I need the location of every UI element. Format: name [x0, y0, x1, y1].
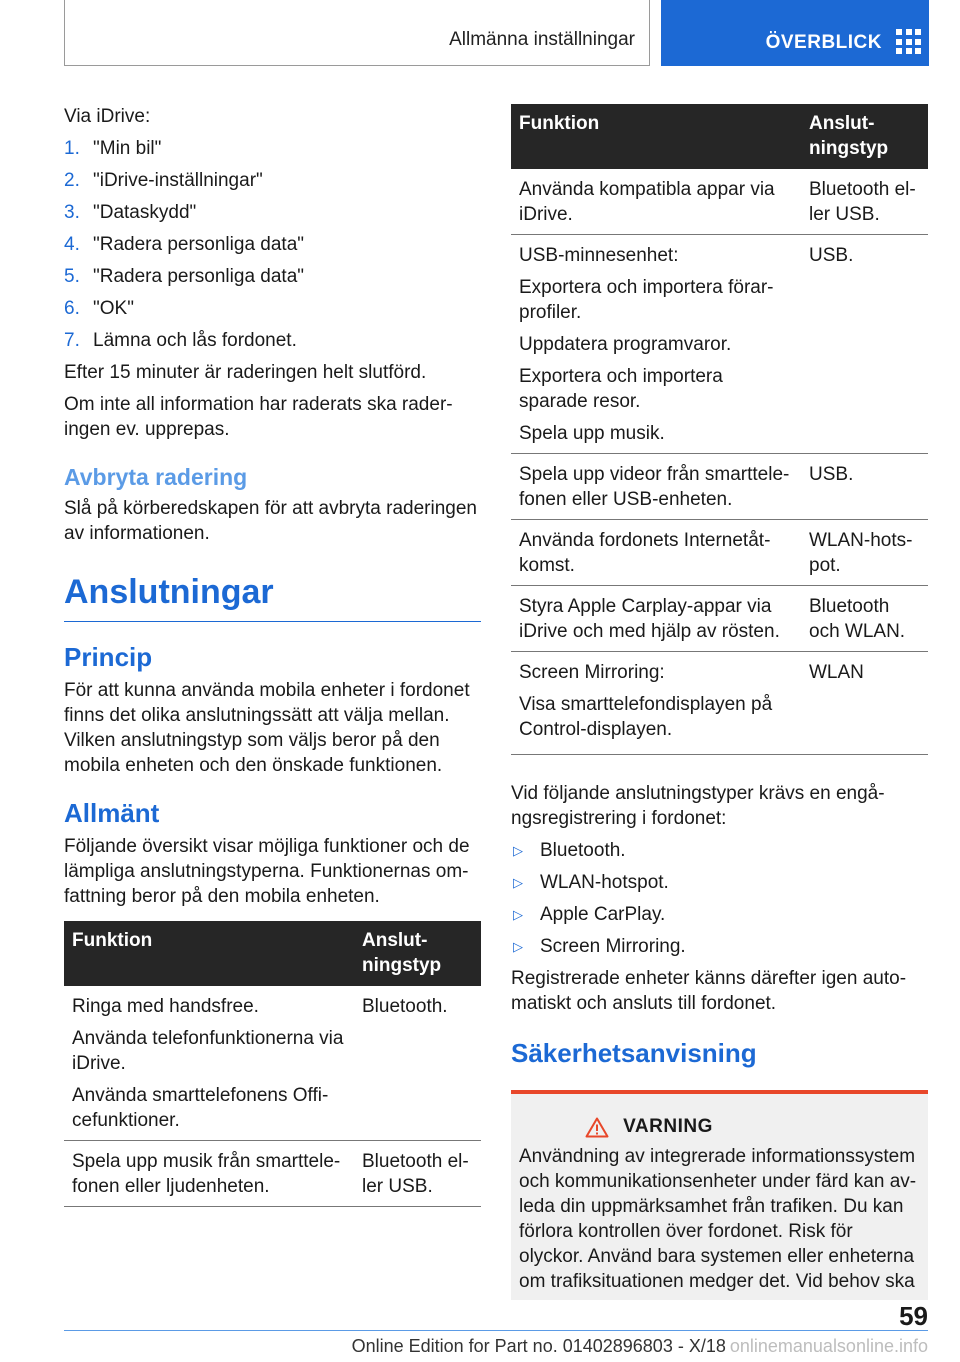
- left-column: [64, 104, 481, 1207]
- function-table-left: [64, 921, 481, 1207]
- warning-box: [511, 1090, 928, 1300]
- cell-line: Screen Mirroring:: [519, 662, 665, 683]
- warning-triangle-icon: [585, 1117, 609, 1138]
- table-row: [511, 454, 928, 520]
- cell-line: USB-minnesenhet:: [519, 245, 679, 266]
- step-text: "Dataskydd": [93, 202, 197, 223]
- registration-after-text: Registrerade enheter känns därefter igen automatiskt och ansluts till fordonet.: [511, 968, 907, 1014]
- triangle-bullet-icon: ▷: [513, 939, 523, 954]
- cell-line: Använda telefonfunktionerna via iDrive.: [72, 1028, 344, 1074]
- list-item: [511, 870, 928, 895]
- function-cell: [511, 454, 801, 520]
- list-item: [64, 200, 481, 225]
- section-tab[interactable]: [64, 0, 650, 66]
- cell-line: Visa smarttelefondisplayen på Control-displayen.: [519, 694, 773, 740]
- step-number: 7.: [64, 330, 80, 351]
- table-row: [511, 169, 928, 235]
- step-number: 6.: [64, 298, 80, 319]
- warning-title-row: [519, 1116, 779, 1138]
- overview-tab[interactable]: [661, 0, 929, 66]
- list-item: [511, 902, 928, 927]
- footer-divider: [64, 1330, 928, 1331]
- abort-heading: Avbryta radering: [64, 464, 248, 490]
- grid-menu-icon: [896, 29, 921, 54]
- connection-cell: WLAN-hotspot.: [801, 520, 928, 586]
- step-number: 2.: [64, 170, 80, 191]
- triangle-bullet-icon: ▷: [513, 843, 523, 858]
- triangle-bullet-icon: ▷: [513, 907, 523, 922]
- cell-line: Använda kompatibla appar via iDrive.: [519, 179, 775, 225]
- general-heading: Allmänt: [64, 798, 160, 828]
- triangle-bullet-icon: ▷: [513, 875, 523, 890]
- cell-line: Använda smarttelefonens Officefunktioner.: [72, 1085, 329, 1131]
- edition-text: Online Edition for Part no. 01402896803 - X/18: [351, 1336, 726, 1356]
- warning-title: VARNING: [623, 1116, 713, 1137]
- table-row: [64, 986, 481, 1141]
- step-text: "Radera personliga data": [93, 266, 305, 287]
- col-header-function: Funktion: [64, 921, 354, 986]
- watermark: onlinemanualsonline.info: [729, 1336, 928, 1356]
- connection-cell: WLAN: [801, 652, 928, 755]
- section-title: Allmänna inställningar: [449, 29, 635, 50]
- list-item-text: Apple CarPlay.: [540, 904, 666, 925]
- col-header-connection: Anslutningstyp: [801, 104, 928, 169]
- completion-text: Efter 15 minuter är raderingen helt slutförd.: [64, 362, 427, 383]
- list-item: [64, 328, 481, 353]
- cell-line: Styra Apple Carplay-appar via iDrive och med hjälp av rösten.: [519, 596, 780, 642]
- step-number: 5.: [64, 266, 80, 287]
- function-cell: [64, 986, 354, 1141]
- function-cell: [511, 652, 801, 755]
- cell-line: Använda fordonets Internetåtkomst.: [519, 530, 771, 576]
- table-row: [511, 652, 928, 755]
- via-label: Via iDrive:: [64, 106, 151, 127]
- step-text: "Min bil": [93, 138, 162, 159]
- step-text: Lämna och lås fordonet.: [93, 330, 297, 351]
- list-item: [511, 838, 928, 863]
- function-cell: [511, 586, 801, 652]
- table-row: [511, 235, 928, 454]
- registration-text: Vid följande anslutningstyper krävs en engångsregistrering i fordonet:: [511, 783, 885, 829]
- connection-cell: Bluetooth och WLAN.: [801, 586, 928, 652]
- list-item: [64, 168, 481, 193]
- list-item: [64, 232, 481, 257]
- step-text: "Radera personliga data": [93, 234, 305, 255]
- cell-line: Spela upp videor från smarttelefonen eller USB-enheten.: [519, 464, 790, 510]
- table-row: [64, 1141, 481, 1207]
- cell-line: Ringa med handsfree.: [72, 996, 259, 1017]
- list-item: [64, 136, 481, 161]
- step-text: "iDrive-inställningar": [93, 170, 263, 191]
- step-number: 3.: [64, 202, 80, 223]
- step-list: [64, 136, 481, 353]
- general-text: Följande översikt visar möjliga funktioner och de lämpliga anslutningstyperna. Funktionernas omfattning beror på den mobila enheten.: [64, 836, 470, 907]
- overview-label: ÖVERBLICK: [765, 32, 882, 53]
- safety-heading: Säkerhetsanvisning: [511, 1038, 757, 1068]
- connection-cell: USB.: [801, 454, 928, 520]
- cell-line: Spela upp musik.: [519, 423, 665, 444]
- col-header-function: Funktion: [511, 104, 801, 169]
- connection-cell: USB.: [801, 235, 928, 454]
- warning-text: Användning av integrerade informationssystem och kommunikationsenheter under färd kan avleda din uppmärksamhet från trafiken. Du kan förlora kontrollen över fordonet. Risk för olyckor. Använd bara systemen eller enheterna om trafiksituationen medger det. Vid behov ska: [519, 1146, 917, 1292]
- step-number: 1.: [64, 138, 80, 159]
- function-cell: [64, 1141, 354, 1207]
- connection-cell: Bluetooth eller USB.: [801, 169, 928, 235]
- list-item-text: Screen Mirroring.: [540, 936, 686, 957]
- step-number: 4.: [64, 234, 80, 255]
- registration-list: [511, 838, 928, 959]
- table-row: [511, 520, 928, 586]
- col-header-connection: Anslutningstyp: [354, 921, 481, 986]
- right-column: [511, 104, 928, 1300]
- function-cell: [511, 235, 801, 454]
- abort-text: Slå på körberedskapen för att avbryta raderingen av informationen.: [64, 498, 477, 544]
- function-cell: [511, 169, 801, 235]
- principle-text: För att kunna använda mobila enheter i fordonet finns det olika anslutningssätt att välja mellan. Vilken anslutningstyp som väljs beror på den mobila enheten och den önskade funktionen.: [64, 680, 470, 776]
- table-row: [511, 586, 928, 652]
- cell-line: Exportera och importera förarprofiler.: [519, 277, 774, 323]
- list-item: [64, 264, 481, 289]
- main-heading: Anslutningar: [64, 573, 481, 622]
- function-table-right: [511, 104, 928, 755]
- principle-heading: Princip: [64, 642, 153, 672]
- function-cell: [511, 520, 801, 586]
- list-item-text: WLAN-hotspot.: [540, 872, 669, 893]
- step-text: "OK": [93, 298, 134, 319]
- page-number: 59: [899, 1301, 928, 1331]
- footer-edition: [352, 1336, 928, 1357]
- list-item-text: Bluetooth.: [540, 840, 626, 861]
- list-item: [64, 296, 481, 321]
- cell-line: Uppdatera programvaror.: [519, 334, 732, 355]
- repeat-text: Om inte all information har raderats ska raderingen ev. upprepas.: [64, 394, 453, 440]
- connection-cell: Bluetooth.: [354, 986, 481, 1141]
- cell-line: Spela upp musik från smarttelefonen eller ljudenheten.: [72, 1151, 341, 1197]
- cell-line: Exportera och importera sparade resor.: [519, 366, 723, 412]
- connection-cell: Bluetooth eller USB.: [354, 1141, 481, 1207]
- list-item: [511, 934, 928, 959]
